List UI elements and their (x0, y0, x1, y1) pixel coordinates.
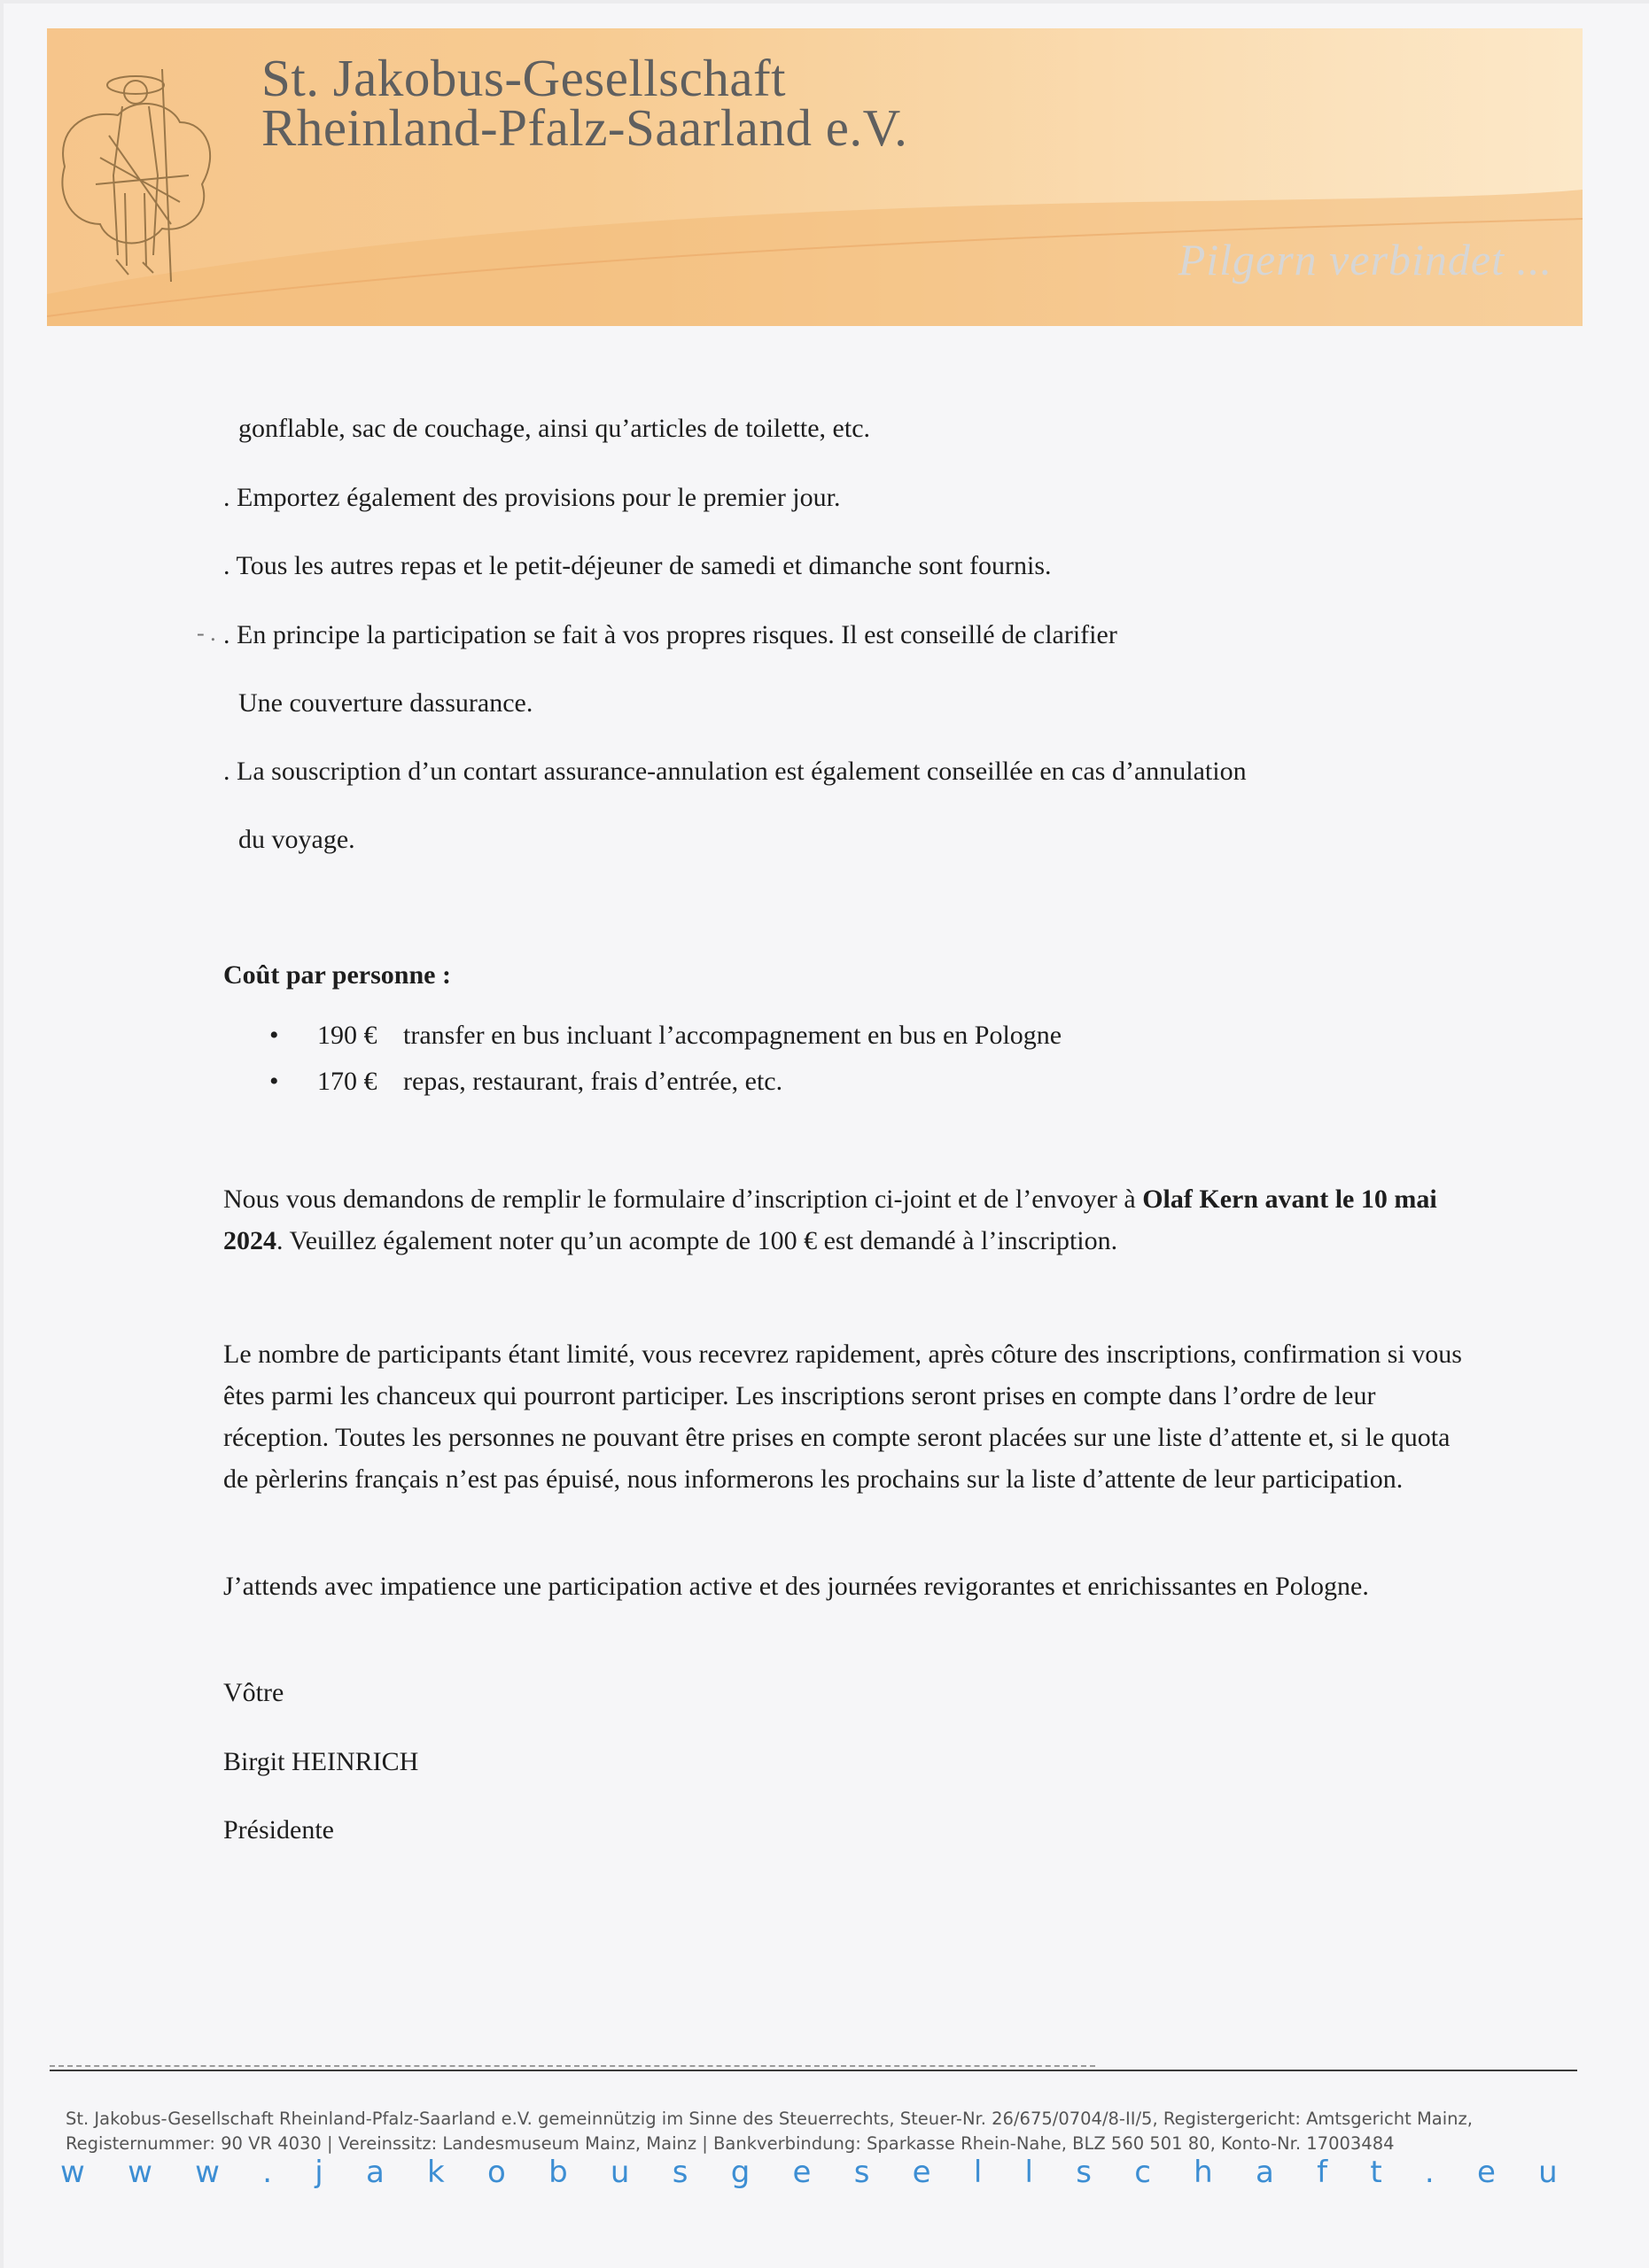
website-letter: e (792, 2155, 812, 2190)
tagline: Pilgern verbindet ... (1178, 235, 1552, 284)
cost-heading: Coût par personne : (223, 960, 451, 990)
signature-title: Présidente (223, 1815, 334, 1845)
cost-description: transfer en bus incluant l’accompagnement en bus en Pologne (403, 1021, 1062, 1050)
body-line-6: . La souscription d’un contart assurance-annulation est également conseillée en cas d’annulation (223, 757, 1247, 786)
website-letter: e (912, 2155, 931, 2190)
body-line-7: du voyage. (238, 825, 355, 854)
footer-divider-dashed (50, 2065, 1095, 2067)
footer-line-2: Registernummer: 90 VR 4030 | Vereinssitz: Landesmuseum Mainz, Mainz | Bankverbindung: Sparkasse Rhein-Nahe, BLZ 560 501 80, Konto-Nr. 17003484 (66, 2133, 1395, 2154)
contact-name: Olaf Kern (1142, 1184, 1259, 1214)
website-letter: u (1538, 2155, 1558, 2190)
website-letter: b (548, 2155, 568, 2190)
pilgrim-logo-icon (47, 34, 224, 299)
letterhead-banner (47, 28, 1583, 326)
body-line-1: gonflable, sac de couchage, ainsi qu’articles de toilette, etc. (238, 414, 871, 443)
website-letter: t (1370, 2155, 1382, 2190)
body-line-2: . Emportez également des provisions pour le premier jour. (223, 483, 841, 512)
website-letter: c (1134, 2155, 1151, 2190)
footer-legal-info (66, 2107, 1572, 2156)
website-letter: . (262, 2155, 272, 2190)
website-letter: l (973, 2155, 983, 2190)
website-letter: w (128, 2155, 152, 2190)
registration-paragraph (223, 1178, 1482, 1262)
cost-amount: 190 € (317, 1021, 377, 1050)
website-letter: o (487, 2155, 506, 2190)
signature-name: Birgit HEINRICH (223, 1747, 419, 1776)
organization-name-line2: Rheinland-Pfalz-Saarland e.V. (261, 98, 908, 157)
footer-website-link[interactable] (60, 2155, 1558, 2190)
website-letter: w (195, 2155, 220, 2190)
body-line-5: Une couverture dassurance. (238, 688, 533, 718)
closing-paragraph: J’attends avec impatience une participation active et des journées revigorantes et enrichissantes en Pologne. (223, 1572, 1369, 1601)
website-letter: u (610, 2155, 630, 2190)
scan-mark: - . (197, 620, 216, 646)
registration-deadline: avant le 10 mai 2024 (223, 1184, 1437, 1255)
website-letter: . (1424, 2155, 1435, 2190)
website-letter: a (365, 2155, 385, 2190)
registration-text-2: . Veuillez également noter qu’un acompte de 100 € est demandé à l’inscription. (276, 1226, 1118, 1255)
organization-name (261, 49, 908, 157)
footer-line-1: St. Jakobus-Gesellschaft Rheinland-Pfalz-Saarland e.V. gemeinnützig im Sinne des Steuerrechts, Steuer-Nr. 26/675/0704/8-II/5, Registergericht: Amtsgericht Mainz, (66, 2109, 1473, 2129)
website-letter: s (853, 2155, 870, 2190)
website-letter: g (730, 2155, 751, 2190)
cost-description: repas, restaurant, frais d’entrée, etc. (403, 1067, 783, 1096)
bullet-icon: • (269, 1021, 279, 1050)
signature-greeting: Vôtre (223, 1678, 284, 1707)
footer-divider (50, 2070, 1577, 2071)
website-letter: k (427, 2155, 445, 2190)
website-letter: s (672, 2155, 688, 2190)
website-letter: f (1317, 2155, 1328, 2190)
website-letter: e (1476, 2155, 1496, 2190)
website-letter: w (60, 2155, 85, 2190)
website-letter: s (1076, 2155, 1092, 2190)
organization-name-line1: St. Jakobus-Gesellschaft (261, 49, 787, 107)
body-line-4: . En principe la participation se fait à vos propres risques. Il est conseillé de clarifier (223, 620, 1117, 649)
bullet-icon: • (269, 1067, 279, 1096)
cost-amount: 170 € (317, 1067, 377, 1096)
limited-participants-paragraph: Le nombre de participants étant limité, vous recevrez rapidement, après côture des inscriptions, confirmation si vous êtes parmi les chanceux qui pourront participer. Les inscriptions seront prises en compte dans l’ordre de leur réception. Toutes les personnes ne pouvant être prises en compte seront placées sur une liste d’attente et, si le quota de pèrlerins français n’est pas épuisé, nous informerons les prochains sur la liste d’attente de leur participation. (223, 1340, 1462, 1494)
website-letter: l (1024, 2155, 1033, 2190)
website-letter: a (1255, 2155, 1274, 2190)
website-letter: j (315, 2155, 323, 2190)
website-letter: h (1194, 2155, 1213, 2190)
registration-text-1: Nous vous demandons de remplir le formulaire d’inscription ci-joint et de l’envoyer à (223, 1184, 1143, 1214)
body-line-3: . Tous les autres repas et le petit-déjeuner de samedi et dimanche sont fournis. (223, 551, 1052, 580)
